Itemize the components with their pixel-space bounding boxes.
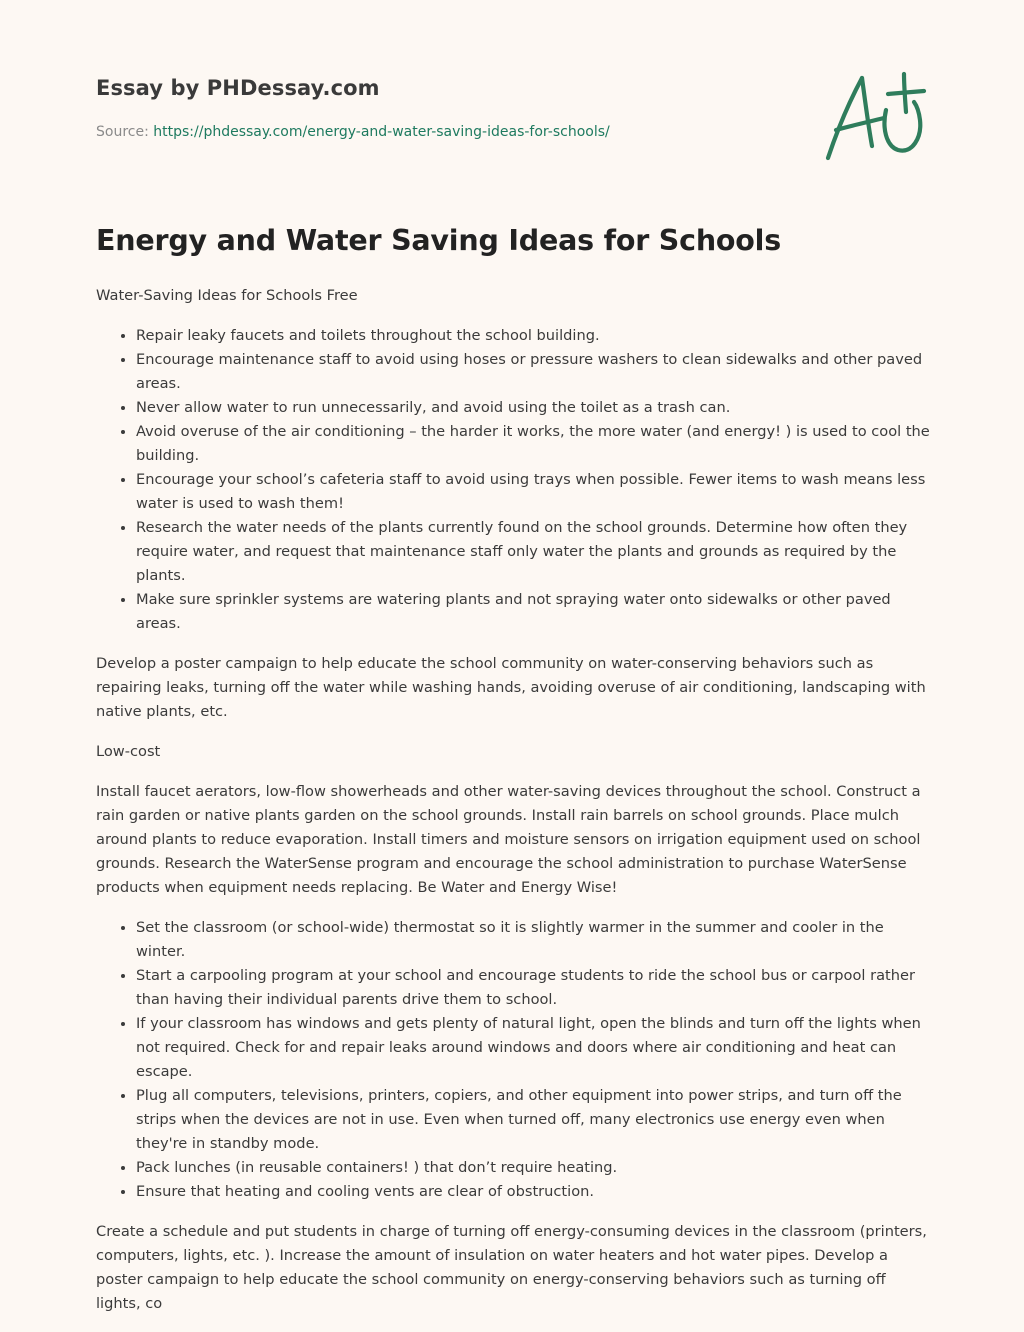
list-item: • Encourage your school’s cafeteria staff to avoid using trays when possible. Fewer items to wash means less water is used to wash them! [136,468,932,516]
subheading-water: Water-Saving Ideas for Schools Free [96,287,358,304]
list-item: • Research the water needs of the plants currently found on the school grounds. Determine how often they require water, and request that maintenance staff only water the plants and grounds as required by the plants. [136,516,932,588]
water-saving-list [96,324,932,636]
list-item: • Never allow water to run unnecessarily, and avoid using the toilet as a trash can. [136,396,932,420]
list-item: • Ensure that heating and cooling vents are clear of obstruction. [136,1180,932,1204]
essay-title: Energy and Water Saving Ideas for Schools [96,224,781,257]
a-plus-logo-graphic [818,66,930,166]
paragraph-schedule: Create a schedule and put students in charge of turning off energy-consuming devices in the classroom (printers, computers, lights, etc. ). Increase the amount of insulation on water heaters and hot water pipes. Develop a poster campaign to help educate the school community on energy-conserving behaviors such as turning off lights, co [96,1223,927,1312]
list-item: • Avoid overuse of the air conditioning – the harder it works, the more water (and energy! ) is used to cool the building. [136,420,932,468]
list-item: • If your classroom has windows and gets plenty of natural light, open the blinds and turn off the lights when not required. Check for and repair leaks around windows and doors where air conditioning and heat can escape. [136,1012,932,1084]
essay-body [96,284,932,1332]
source-link[interactable]: https://phdessay.com/energy-and-water-saving-ideas-for-schools/ [153,124,610,140]
list-item: • Encourage maintenance staff to avoid using hoses or pressure washers to clean sidewalks and other paved areas. [136,348,932,396]
list-item: • Make sure sprinkler systems are watering plants and not spraying water onto sidewalks or other paved areas. [136,588,932,636]
list-item: • Set the classroom (or school-wide) thermostat so it is slightly warmer in the summer and cooler in the winter. [136,916,932,964]
list-item: • Start a carpooling program at your school and encourage students to ride the school bus or carpool rather than having their individual parents drive them to school. [136,964,932,1012]
subheading-low-cost: Low-cost [96,743,161,760]
source-line [96,124,610,140]
list-item: • Repair leaky faucets and toilets throughout the school building. [136,324,932,348]
paragraph-low-cost: Install faucet aerators, low-flow showerheads and other water-saving devices throughout the school. Construct a rain garden or native plants garden on the school grounds. Install rain barrels on school grounds. Place mulch around plants to reduce evaporation. Install timers and moisture sensors on irrigation equipment used on school grounds. Research the WaterSense program and encourage the school administration to purchase WaterSense products when equipment needs replacing. Be Water and Energy Wise! [96,783,921,896]
site-title: Essay by PHDessay.com [96,76,380,100]
list-item: • Plug all computers, televisions, printers, copiers, and other equipment into power strips, and turn off the strips when the devices are not in use. Even when turned off, many electronics use energy even when they're in standby mode. [136,1084,932,1156]
source-label: Source: [96,124,154,140]
a-plus-logo-icon [818,66,930,166]
list-item: • Pack lunches (in reusable containers! ) that don’t require heating. [136,1156,932,1180]
energy-saving-list [96,916,932,1204]
paragraph-poster-campaign: Develop a poster campaign to help educate the school community on water-conserving behaviors such as repairing leaks, turning off the water while washing hands, avoiding overuse of air conditioning, landscaping with native plants, etc. [96,655,926,720]
